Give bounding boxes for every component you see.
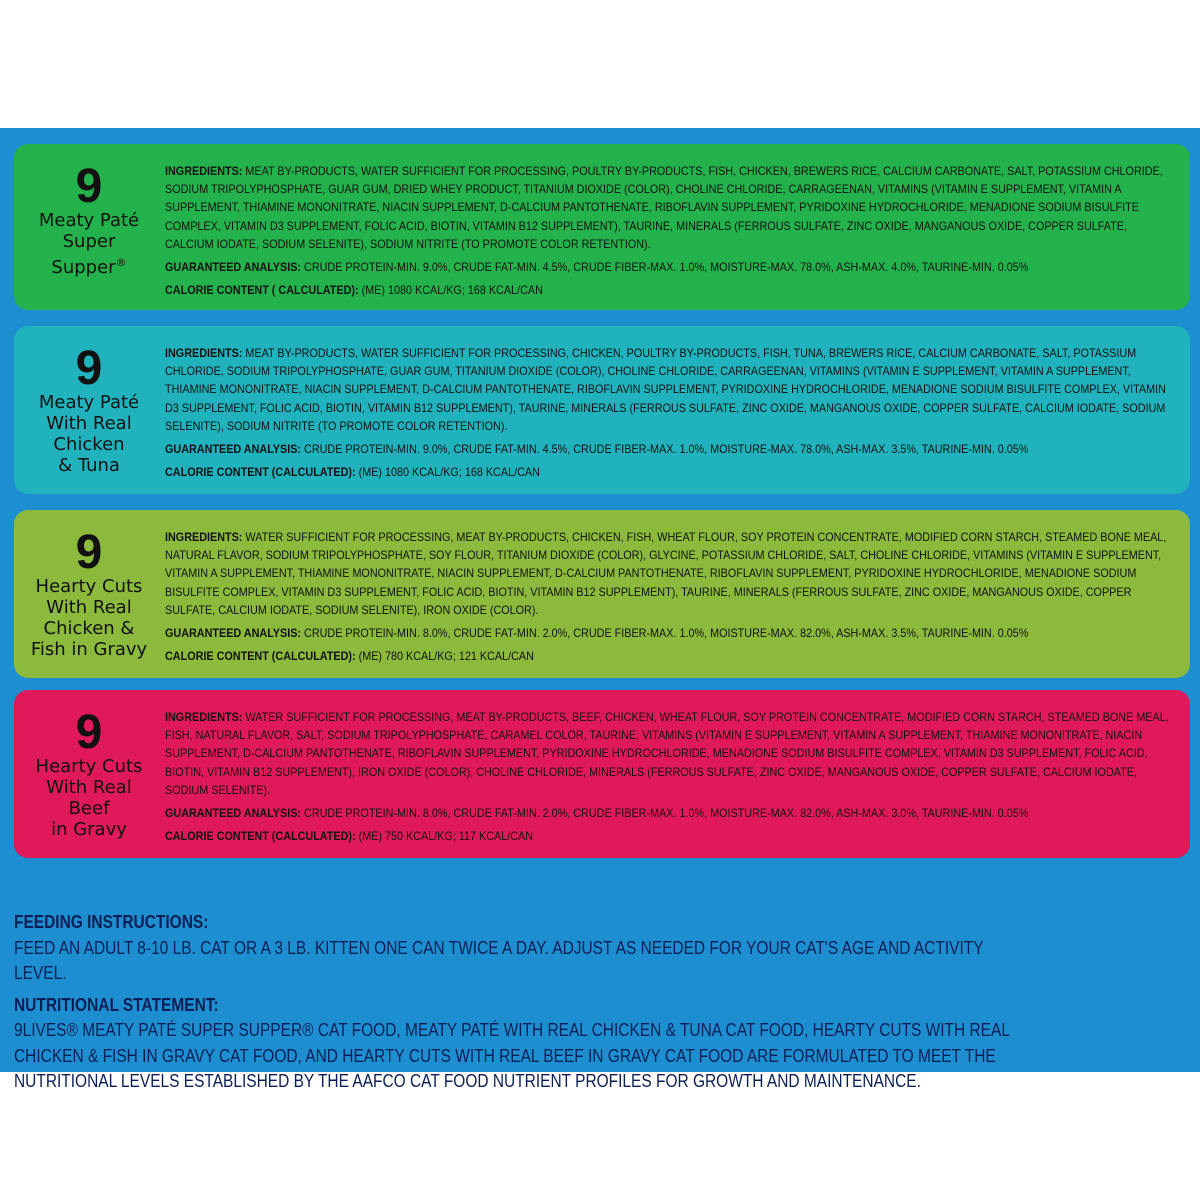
product-name-line: & Tuna: [58, 455, 120, 476]
ingredients-paragraph: INGREDIENTS: WATER SUFFICIENT FOR PROCESSING, MEAT BY-PRODUCTS, BEEF, CHICKEN, WHEAT FLOUR, SOY PROTEIN CONCENTRATE, MODIFIED CORN STARCH, STEAMED BONE MEAL, FISH, NATURAL FLAVOR, SALT, SODIUM TRIPOLYPHOSPHATE, CARAMEL COLOR, TAURINE, VITAMINS (VITAMIN E SUPPLEMENT, VITAMIN A SUPPLEMENT, THIAMINE MONONITRATE, NIACIN SUPPLEMENT, D-CALCIUM PANTOTHENATE, RIBOFLAVIN SUPPLEMENT, PYRIDOXINE HYDROCHLORIDE, MENADIONE SODIUM BISULFITE COMPLEX, VITAMIN D3 SUPPLEMENT, FOLIC ACID, BIOTIN, VITAMIN B12 SUPPLEMENT), IRON OXIDE (COLOR), CHOLINE CHLORIDE, MINERALS (FERROUS SULFATE, ZINC OXIDE, MANGANOUS OXIDE, COPPER SULFATE, CALCIUM IODATE, SODIUM SELENITE).: [165, 710, 1169, 797]
ingredients-paragraph: INGREDIENTS: WATER SUFFICIENT FOR PROCESSING, MEAT BY-PRODUCTS, CHICKEN, FISH, WHEAT FLOUR, SOY PROTEIN CONCENTRATE, MODIFIED CORN STARCH, STEAMED BONE MEAL, NATURAL FLAVOR, SODIUM TRIPOLYPHOSPHATE, SOY FLOUR, TITANIUM DIOXIDE (COLOR), GLYCINE, POTASSIUM CHLORIDE, SALT, CHOLINE CHLORIDE, VITAMINS (VITAMIN E SUPPLEMENT, VITAMIN A SUPPLEMENT, THIAMINE MONONITRATE, NIACIN SUPPLEMENT, D-CALCIUM PANTOTHENATE, RIBOFLAVIN SUPPLEMENT, PYRIDOXINE HYDROCHLORIDE, MENADIONE SODIUM BISULFITE COMPLEX, VITAMIN D3 SUPPLEMENT, FOLIC ACID, BIOTIN, VITAMIN B12 SUPPLEMENT), TAURINE, MINERALS (FERROUS SULFATE, ZINC OXIDE, MANGANOUS OXIDE, COPPER SULFATE, CALCIUM IODATE, SODIUM SELENITE), IRON OXIDE (COLOR).: [165, 530, 1167, 617]
nutritional-statement-heading: NUTRITIONAL STATEMENT:: [14, 994, 219, 1015]
feeding-instructions-heading: FEEDING INSTRUCTIONS:: [14, 912, 209, 932]
ingredients-paragraph: INGREDIENTS: MEAT BY-PRODUCTS, WATER SUFFICIENT FOR PROCESSING, POULTRY BY-PRODUCTS, FISH, CHICKEN, BREWERS RICE, CALCIUM CARBONATE, SALT, POTASSIUM CHLORIDE, SODIUM TRIPOLYPHOSPHATE, GUAR GUM, DRIED WHEY PRODUCT, TITANIUM DIOXIDE (COLOR), CHOLINE CHLORIDE, CARRAGEENAN, VITAMINS (VITAMIN E SUPPLEMENT, VITAMIN A SUPPLEMENT, THIAMINE MONONITRATE, NIACIN SUPPLEMENT, D-CALCIUM PANTOTHENATE, RIBOFLAVIN SUPPLEMENT, PYRIDOXINE HYDROCHLORIDE, MENADIONE SODIUM BISULFITE COMPLEX, VITAMIN D3 SUPPLEMENT, FOLIC ACID, BIOTIN, VITAMIN B12 SUPPLEMENT), TAURINE, MINERALS (FERROUS SULFATE, ZINC OXIDE, MANGANOUS OXIDE, COPPER SULFATE, CALCIUM IODATE, SODIUM SELENITE), SODIUM NITRITE (TO PROMOTE COLOR RETENTION).: [165, 164, 1163, 251]
product-card-hearty-cuts-chicken-fish: [14, 510, 1190, 678]
product-name-line: With Real: [46, 777, 132, 798]
calorie-content: CALORIE CONTENT ( CALCULATED): (ME) 1080 KCAL/KG; 168 KCAL/CAN: [165, 283, 543, 298]
product-card-meaty-pate-chicken-tuna: [14, 326, 1190, 494]
guaranteed-analysis: GUARANTEED ANALYSIS: CRUDE PROTEIN-MIN. 8.0%, CRUDE FAT-MIN. 2.0%, CRUDE FIBER-MAX. 1.0%, MOISTURE-MAX. 82.0%, ASH-MAX. 3.0%, TAURINE-MIN. 0.05%: [165, 806, 1029, 821]
product-name-line: Supper®: [51, 256, 127, 278]
registered-mark: ®: [115, 256, 127, 269]
product-card-hearty-cuts-beef: [14, 690, 1190, 858]
guaranteed-analysis: GUARANTEED ANALYSIS: CRUDE PROTEIN-MIN. 9.0%, CRUDE FAT-MIN. 4.5%, CRUDE FIBER-MAX. 1.0%, MOISTURE-MAX. 78.0%, ASH-MAX. 3.5%, TAURINE-MIN. 0.05%: [165, 442, 1029, 457]
guaranteed-analysis: GUARANTEED ANALYSIS: CRUDE PROTEIN-MIN. 9.0%, CRUDE FAT-MIN. 4.5%, CRUDE FIBER-MAX. 1.0%, MOISTURE-MAX. 78.0%, ASH-MAX. 4.0%, TAURINE-MIN. 0.05%: [165, 260, 1029, 275]
product-name-line: With Real: [46, 597, 132, 618]
nutritional-statement-text: 9LIVES® MEATY PATÉ SUPER SUPPER® CAT FOOD, MEATY PATÉ WITH REAL CHICKEN & TUNA CAT FOOD, HEARTY CUTS WITH REAL CHICKEN & FISH IN GRAVY CAT FOOD, AND HEARTY CUTS WITH REAL BEEF IN GRAVY CAT FOOD ARE FORMULATED TO MEET THE NUTRITIONAL LEVELS ESTABLISHED BY THE AAFCO CAT FOOD NUTRIENT PROFILES FOR GROWTH AND MAINTENANCE.: [14, 1020, 1010, 1091]
guaranteed-analysis: GUARANTEED ANALYSIS: CRUDE PROTEIN-MIN. 8.0%, CRUDE FAT-MIN. 2.0%, CRUDE FIBER-MAX. 1.0%, MOISTURE-MAX. 82.0%, ASH-MAX. 3.5%, TAURINE-MIN. 0.05%: [165, 626, 1029, 641]
product-card-meaty-pate-super-supper: [14, 144, 1190, 310]
product-info: [165, 528, 1173, 665]
product-number: 9: [75, 342, 103, 395]
product-name-line: Chicken: [53, 434, 125, 455]
product-name-block: [14, 510, 164, 678]
ingredients-paragraph: INGREDIENTS: MEAT BY-PRODUCTS, WATER SUFFICIENT FOR PROCESSING, CHICKEN, POULTRY BY-PRODUCTS, FISH, TUNA, BREWERS RICE, CALCIUM CARBONATE, SALT, POTASSIUM CHLORIDE, SODIUM TRIPOLYPHOSPHATE, GUAR GUM, TITANIUM DIOXIDE (COLOR), CHOLINE CHLORIDE, CARRAGEENAN, VITAMINS (VITAMIN E SUPPLEMENT, VITAMIN A SUPPLEMENT, THIAMINE MONONITRATE, NIACIN SUPPLEMENT, D-CALCIUM PANTOTHENATE, RIBOFLAVIN SUPPLEMENT, PYRIDOXINE HYDROCHLORIDE, MENADIONE SODIUM BISULFITE COMPLEX, VITAMIN D3 SUPPLEMENT, FOLIC ACID, BIOTIN, VITAMIN B12 SUPPLEMENT), TAURINE, MINERALS (FERROUS SULFATE, ZINC OXIDE, MANGANOUS OXIDE, COPPER SULFATE, CALCIUM IODATE, SODIUM SELENITE), SODIUM NITRITE (TO PROMOTE COLOR RETENTION).: [165, 346, 1166, 433]
product-name-line: Chicken &: [43, 618, 135, 639]
product-name-line: Meaty Paté: [38, 210, 140, 231]
product-name-line: Super: [62, 231, 116, 252]
statements-section: [14, 910, 1029, 1095]
product-name-line: Hearty Cuts: [35, 576, 143, 597]
product-name-line: Meaty Paté: [38, 392, 140, 413]
product-name-block: [14, 144, 164, 310]
product-name-line: Hearty Cuts: [35, 756, 143, 777]
calorie-content: CALORIE CONTENT (CALCULATED): (ME) 1080 KCAL/KG; 168 KCAL/CAN: [165, 465, 540, 480]
product-info: [165, 708, 1173, 845]
product-info: [165, 162, 1173, 299]
product-number: 9: [75, 526, 103, 579]
product-number: 9: [75, 706, 103, 759]
product-number: 9: [75, 160, 103, 213]
product-name-line: Beef: [68, 798, 110, 819]
product-name-block: [14, 326, 164, 494]
product-name-line: in Gravy: [51, 819, 127, 840]
product-name-line: Fish in Gravy: [30, 639, 148, 660]
product-name-block: [14, 690, 164, 858]
calorie-content: CALORIE CONTENT (CALCULATED): (ME) 780 KCAL/KG; 121 KCAL/CAN: [165, 649, 534, 664]
product-name-line: With Real: [46, 413, 132, 434]
calorie-content: CALORIE CONTENT (CALCULATED): (ME) 750 KCAL/KG; 117 KCAL/CAN: [165, 829, 534, 844]
feeding-instructions-text: FEED AN ADULT 8-10 LB. CAT OR A 3 LB. KITTEN ONE CAN TWICE A DAY. ADJUST AS NEEDED FOR YOUR CAT'S AGE AND ACTIVITY LEVEL.: [14, 937, 984, 983]
product-info: [165, 344, 1173, 481]
